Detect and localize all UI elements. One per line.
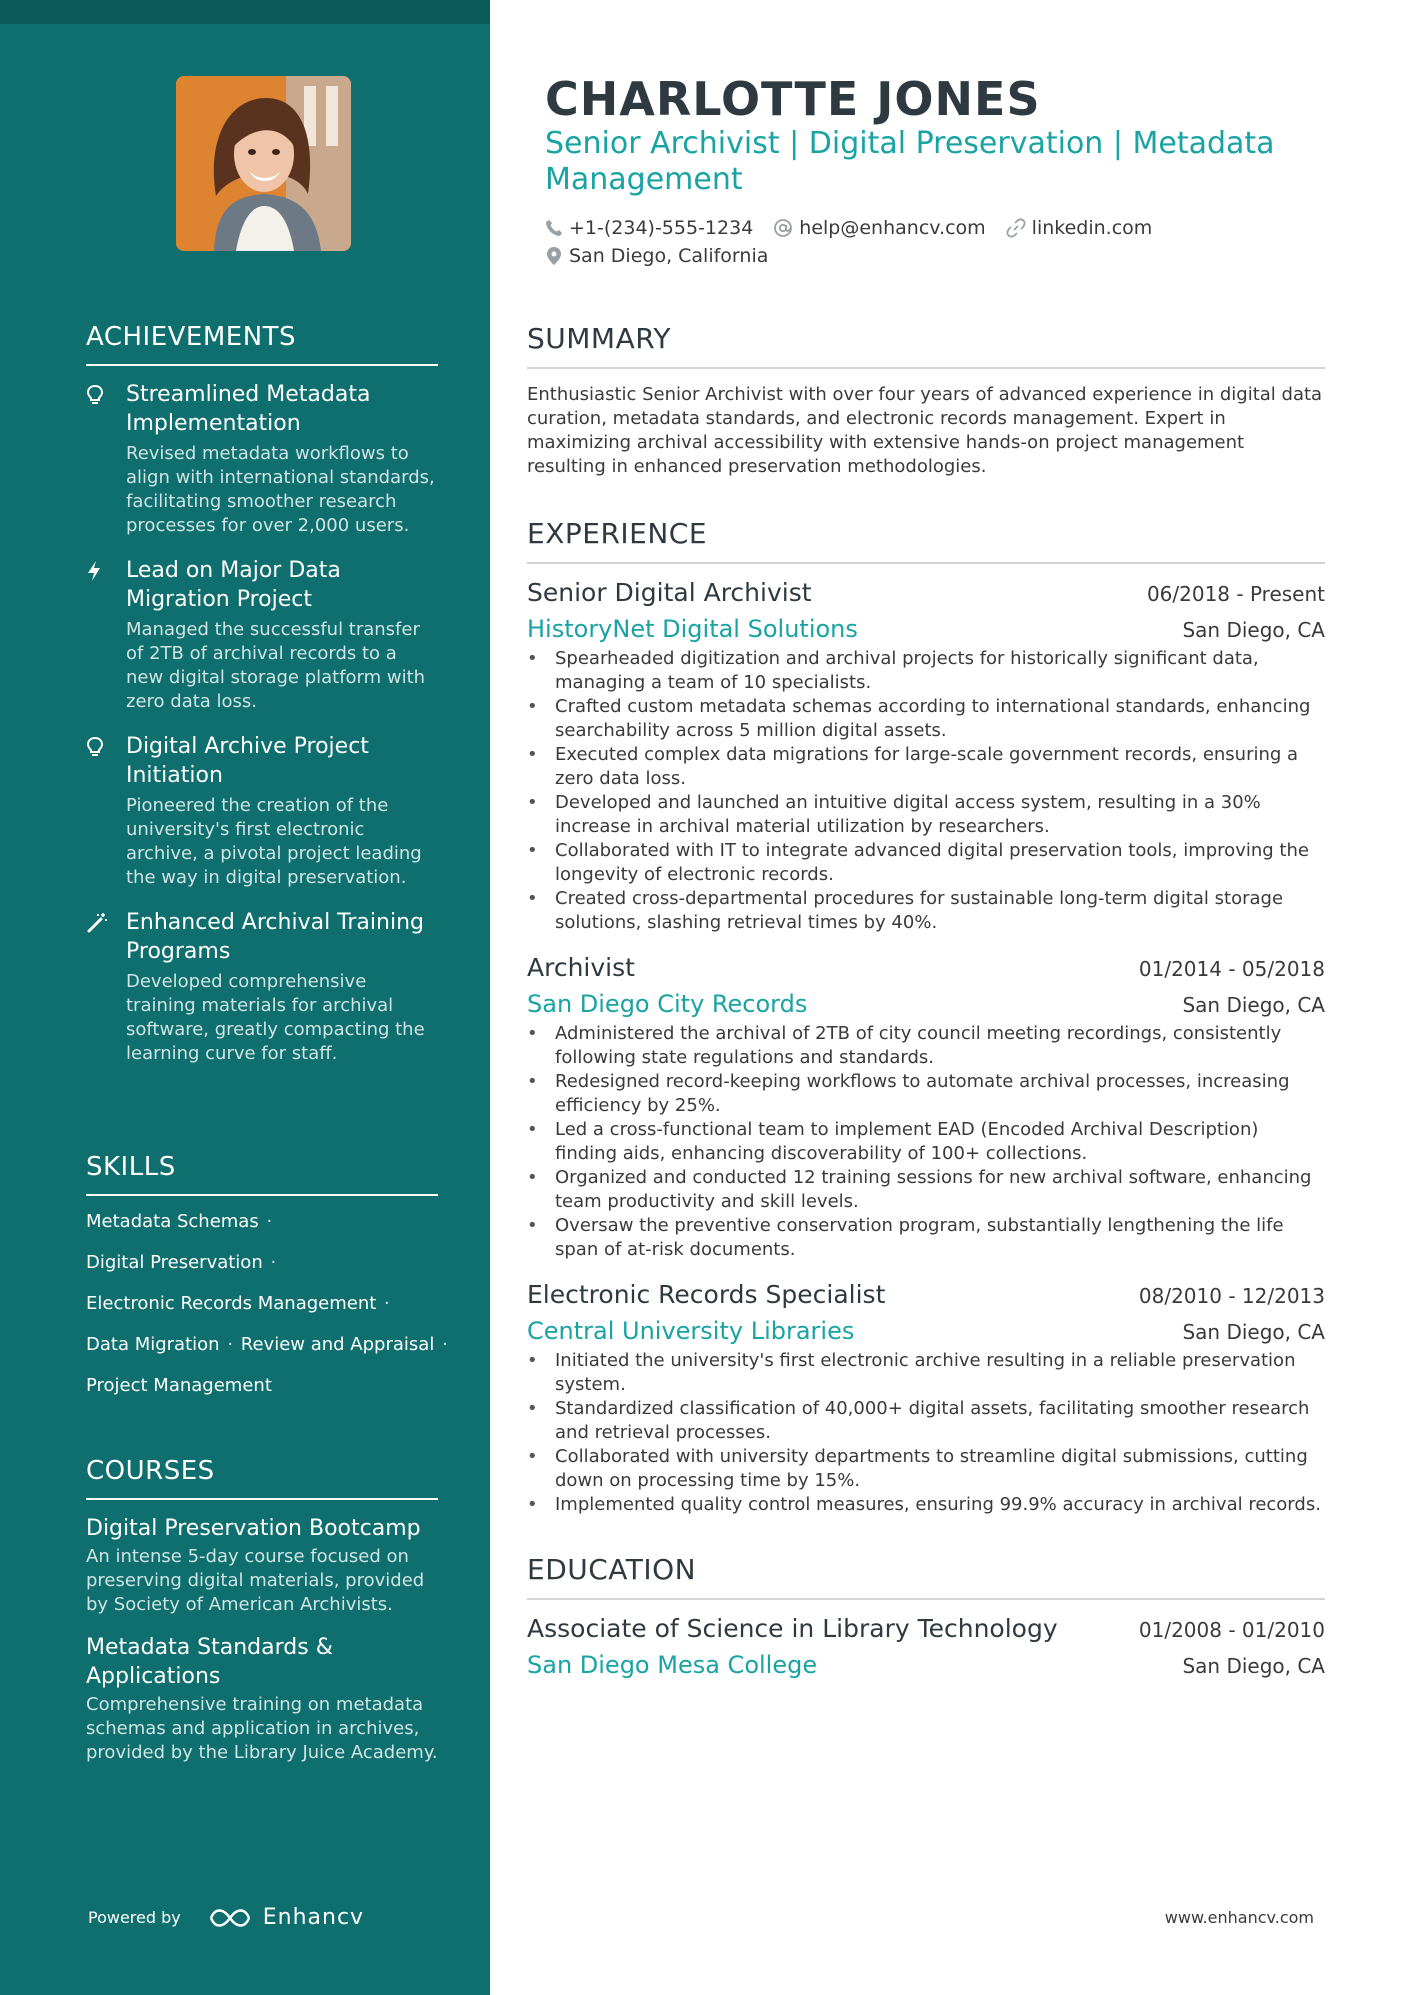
skill-item: Digital Preservation <box>86 1252 263 1273</box>
job-bullet: • Executed complex data migrations for large-scale government records, ensuring a zero data loss. <box>527 743 1325 791</box>
job-bullet: • Initiated the university's first electronic archive resulting in a reliable preservation system. <box>527 1349 1325 1397</box>
job-bullet: • Administered the archival of 2TB of city council meeting recordings, consistently following state regulations and standards. <box>527 1022 1325 1070</box>
powered-by-label: Powered by <box>88 1908 181 1927</box>
skills-list <box>86 1210 448 1398</box>
experience-section <box>527 517 1325 1517</box>
summary-heading: SUMMARY <box>527 322 1325 369</box>
course-item <box>86 1514 438 1617</box>
skill-separator: · <box>270 1252 277 1273</box>
courses-heading: COURSES <box>86 1456 438 1500</box>
achievement-description: Managed the successful transfer of 2TB of archival records to a new digital storage platform with zero data loss. <box>126 619 426 712</box>
job-bullet: • Collaborated with IT to integrate advanced digital preservation tools, improving the longevity of electronic records. <box>527 839 1325 887</box>
job-location: San Diego, CA <box>1182 1320 1325 1344</box>
job-bullet: • Crafted custom metadata schemas according to international standards, enhancing searchability across 5 million digital assets. <box>527 695 1325 743</box>
achievement-item <box>86 556 438 714</box>
at-icon <box>773 218 799 238</box>
achievements-heading: ACHIEVEMENTS <box>86 322 438 366</box>
skills-heading: SKILLS <box>86 1152 438 1196</box>
footer-url[interactable]: www.enhancv.com <box>1164 1908 1314 1927</box>
course-title: Metadata Standards & Applications <box>86 1635 333 1689</box>
candidate-name: CHARLOTTE JONES <box>545 72 1041 126</box>
sidebar-top-bar <box>0 0 490 24</box>
job-bullets <box>527 1349 1325 1517</box>
job-bullet: • Standardized classification of 40,000+ digital assets, facilitating smoother research and retrieval processes. <box>527 1397 1325 1445</box>
magic-wand-icon <box>86 908 126 1066</box>
job-company: San Diego City Records <box>527 990 808 1018</box>
education-degree: Associate of Science in Library Technology <box>527 1614 1058 1643</box>
lightbulb-icon <box>86 732 126 890</box>
summary-section <box>527 322 1325 479</box>
skill-separator: · <box>384 1293 390 1314</box>
course-description: An intense 5-day course focused on preserving digital materials, provided by Society of American Archivists. <box>86 1546 425 1615</box>
skill-separator: · <box>227 1334 234 1355</box>
contact-info <box>545 214 1172 270</box>
job-dates: 08/2010 - 12/2013 <box>1138 1284 1325 1308</box>
achievement-item <box>86 908 438 1066</box>
job-location: San Diego, CA <box>1182 618 1325 642</box>
education-heading: EDUCATION <box>527 1553 1325 1600</box>
achievement-title: Lead on Major Data Migration Project <box>126 558 341 612</box>
powered-by <box>88 1905 364 1930</box>
email-text: help@enhancv.com <box>799 217 986 239</box>
job-title: Electronic Records Specialist <box>527 1280 886 1309</box>
courses-section <box>86 1456 438 1781</box>
profile-photo <box>176 76 351 251</box>
course-description: Comprehensive training on metadata schemas and application in archives, provided by the Library Juice Academy. <box>86 1694 438 1763</box>
course-item <box>86 1633 438 1765</box>
achievement-title: Enhanced Archival Training Programs <box>126 910 424 964</box>
job-bullet: • Spearheaded digitization and archival projects for historically significant data, managing a team of 10 specialists. <box>527 647 1325 695</box>
job-bullet: • Oversaw the preventive conservation program, substantially lengthening the life span of at-risk documents. <box>527 1214 1325 1262</box>
job-bullet: • Developed and launched an intuitive digital access system, resulting in a 30% increase in archival material utilization by researchers. <box>527 791 1325 839</box>
education-school: San Diego Mesa College <box>527 1651 818 1679</box>
enhancv-logo-icon <box>207 1906 253 1930</box>
job-bullets <box>527 1022 1325 1262</box>
education-entry <box>527 1614 1325 1679</box>
candidate-title: Senior Archivist | Digital Preservation | Metadata Management <box>545 126 1275 197</box>
phone-text: +1-(234)-555-1234 <box>569 217 754 239</box>
skill-item: Electronic Records Management <box>86 1293 377 1314</box>
skill-item: Project Management <box>86 1375 272 1396</box>
job-entry <box>527 953 1325 1262</box>
achievement-description: Pioneered the creation of the university's first electronic archive, a pivotal project leading the way in digital preservation. <box>126 795 422 888</box>
job-title: Archivist <box>527 953 635 982</box>
education-section <box>527 1553 1325 1679</box>
phone-icon <box>545 219 569 237</box>
course-title: Digital Preservation Bootcamp <box>86 1516 421 1541</box>
brand-name: Enhancv <box>262 1905 365 1930</box>
skill-item: Data Migration <box>86 1334 220 1355</box>
job-entry <box>527 1280 1325 1517</box>
location-contact <box>545 242 768 270</box>
skill-separator: · <box>442 1334 448 1355</box>
achievement-title: Streamlined Metadata Implementation <box>126 382 371 436</box>
job-bullets <box>527 647 1325 935</box>
phone-contact[interactable] <box>545 214 753 242</box>
job-company: Central University Libraries <box>527 1317 855 1345</box>
location-pin-icon <box>545 246 569 266</box>
lightning-icon <box>86 556 126 714</box>
education-dates: 01/2008 - 01/2010 <box>1138 1618 1325 1642</box>
achievement-description: Revised metadata workflows to align with international standards, facilitating smoother research processes for over 2,000 users. <box>126 443 435 536</box>
job-bullet: • Collaborated with university departments to streamline digital submissions, cutting down on processing time by 15%. <box>527 1445 1325 1493</box>
job-bullet: • Organized and conducted 12 training sessions for new archival software, enhancing team productivity and skill levels. <box>527 1166 1325 1214</box>
job-dates: 01/2014 - 05/2018 <box>1138 957 1325 981</box>
job-dates: 06/2018 - Present <box>1146 582 1325 606</box>
achievement-title: Digital Archive Project Initiation <box>126 734 369 788</box>
skill-separator: · <box>266 1211 273 1232</box>
skill-item: Review and Appraisal <box>240 1334 435 1355</box>
location-text: San Diego, California <box>569 245 769 267</box>
linkedin-contact[interactable] <box>1006 214 1153 242</box>
linkedin-text: linkedin.com <box>1031 217 1153 239</box>
achievement-item <box>86 732 438 890</box>
job-company: HistoryNet Digital Solutions <box>527 615 858 643</box>
job-bullet: • Led a cross-functional team to implement EAD (Encoded Archival Description) finding aids, enhancing discoverability of 100+ collections. <box>527 1118 1325 1166</box>
job-location: San Diego, CA <box>1182 993 1325 1017</box>
achievement-description: Developed comprehensive training materials for archival software, greatly compacting the learning curve for staff. <box>126 971 425 1064</box>
job-bullet: • Implemented quality control measures, ensuring 99.9% accuracy in archival records. <box>527 1493 1325 1517</box>
summary-text: Enthusiastic Senior Archivist with over four years of advanced experience in digital data curation, metadata standards, and electronic records management. Expert in maximizing archival accessibility with extensive hands-on project management resulting in enhanced preservation methodologies. <box>527 384 1323 477</box>
sidebar <box>0 0 490 1995</box>
achievements-section <box>86 322 438 1084</box>
job-bullet: • Redesigned record-keeping workflows to automate archival processes, increasing efficiency by 25%. <box>527 1070 1325 1118</box>
education-location: San Diego, CA <box>1182 1654 1325 1678</box>
lightbulb-icon <box>86 380 126 538</box>
skill-item: Metadata Schemas <box>86 1211 259 1232</box>
job-entry <box>527 578 1325 935</box>
skills-section <box>86 1152 448 1415</box>
achievement-item <box>86 380 438 538</box>
email-contact[interactable] <box>773 214 985 242</box>
link-icon <box>1006 218 1032 238</box>
job-bullet: • Created cross-departmental procedures for sustainable long-term digital storage solutions, slashing retrieval times by 40%. <box>527 887 1325 935</box>
experience-heading: EXPERIENCE <box>527 517 1325 564</box>
job-title: Senior Digital Archivist <box>527 578 812 607</box>
main-content <box>527 322 1325 1697</box>
